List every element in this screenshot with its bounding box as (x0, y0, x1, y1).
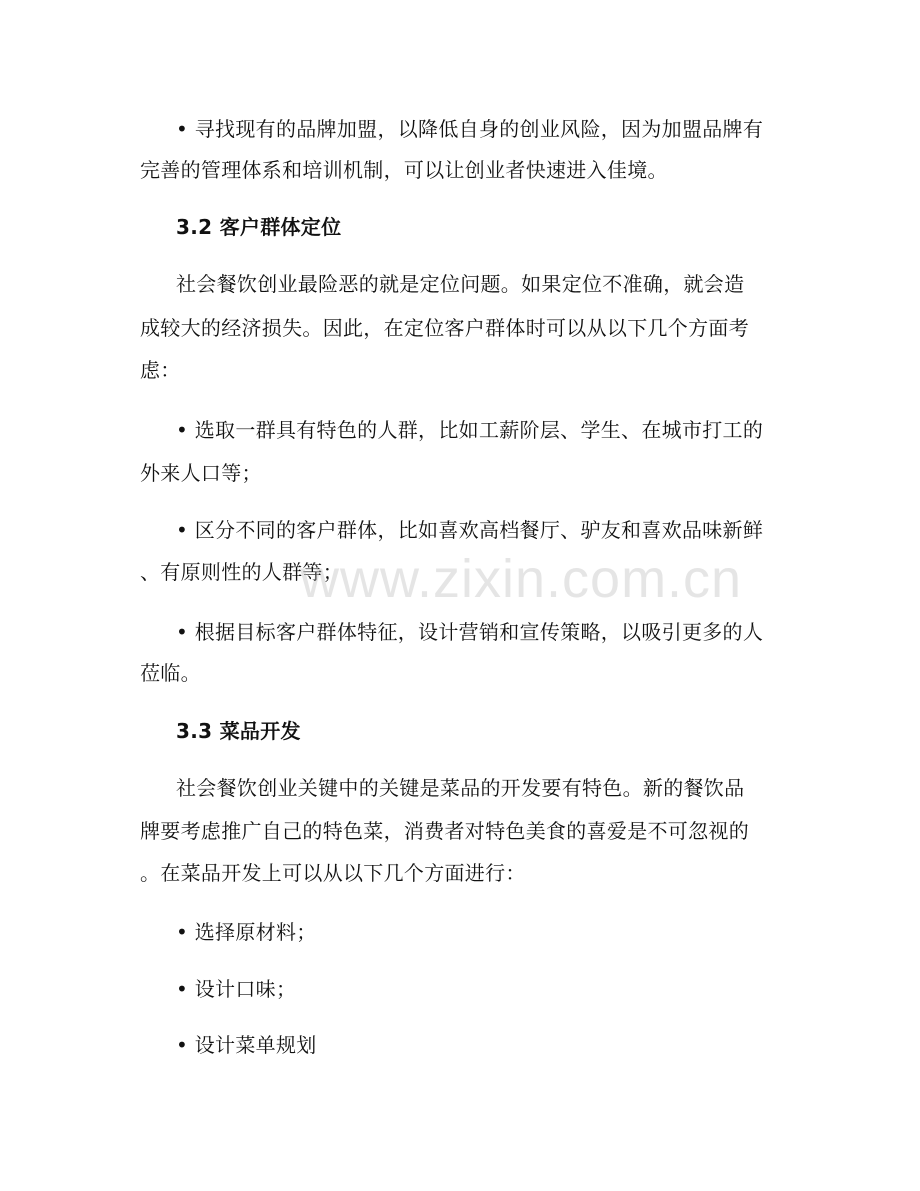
paragraph-line: 莅临。 (140, 661, 201, 685)
bullet-line: • 根据目标客户群体特征，设计营销和宣传策略，以吸引更多的人 (176, 620, 764, 644)
bullet-line: • 寻找现有的品牌加盟，以降低自身的创业风险，因为加盟品牌有 (176, 117, 764, 141)
paragraph-line: 。在菜品开发上可以从以下几个方面进行： (140, 861, 526, 885)
section-heading: 3.2 客户群体定位 (176, 215, 342, 239)
paragraph-line: 牌要考虑推广自己的特色菜，消费者对特色美食的喜爱是不可忽视的 (140, 819, 749, 843)
section-heading: 3.3 菜品开发 (176, 719, 301, 743)
paragraph-line: 、有原则性的人群等； (140, 560, 343, 584)
bullet-line: • 选取一群具有特色的人群，比如工薪阶层、学生、在城市打工的 (176, 418, 764, 442)
paragraph-line: 社会餐饮创业关键中的关键是菜品的开发要有特色。新的餐饮品 (176, 776, 745, 800)
bullet-line: • 设计口味； (176, 977, 297, 1001)
bullet-line: • 选择原材料； (176, 920, 317, 944)
paragraph-line: 社会餐饮创业最险恶的就是定位问题。如果定位不准确，就会造 (176, 272, 745, 296)
paragraph-line: 成较大的经济损失。因此，在定位客户群体时可以从以下几个方面考 (140, 316, 749, 340)
paragraph-line: 完善的管理体系和培训机制，可以让创业者快速进入佳境。 (140, 158, 668, 182)
paragraph-line: 外来人口等； (140, 461, 262, 485)
watermark: www.zixin.com.cn (300, 549, 743, 609)
bullet-line: • 设计菜单规划 (176, 1033, 317, 1057)
bullet-line: • 区分不同的客户群体，比如喜欢高档餐厅、驴友和喜欢品味新鲜 (176, 518, 764, 542)
paragraph-line: 虑： (140, 358, 181, 382)
